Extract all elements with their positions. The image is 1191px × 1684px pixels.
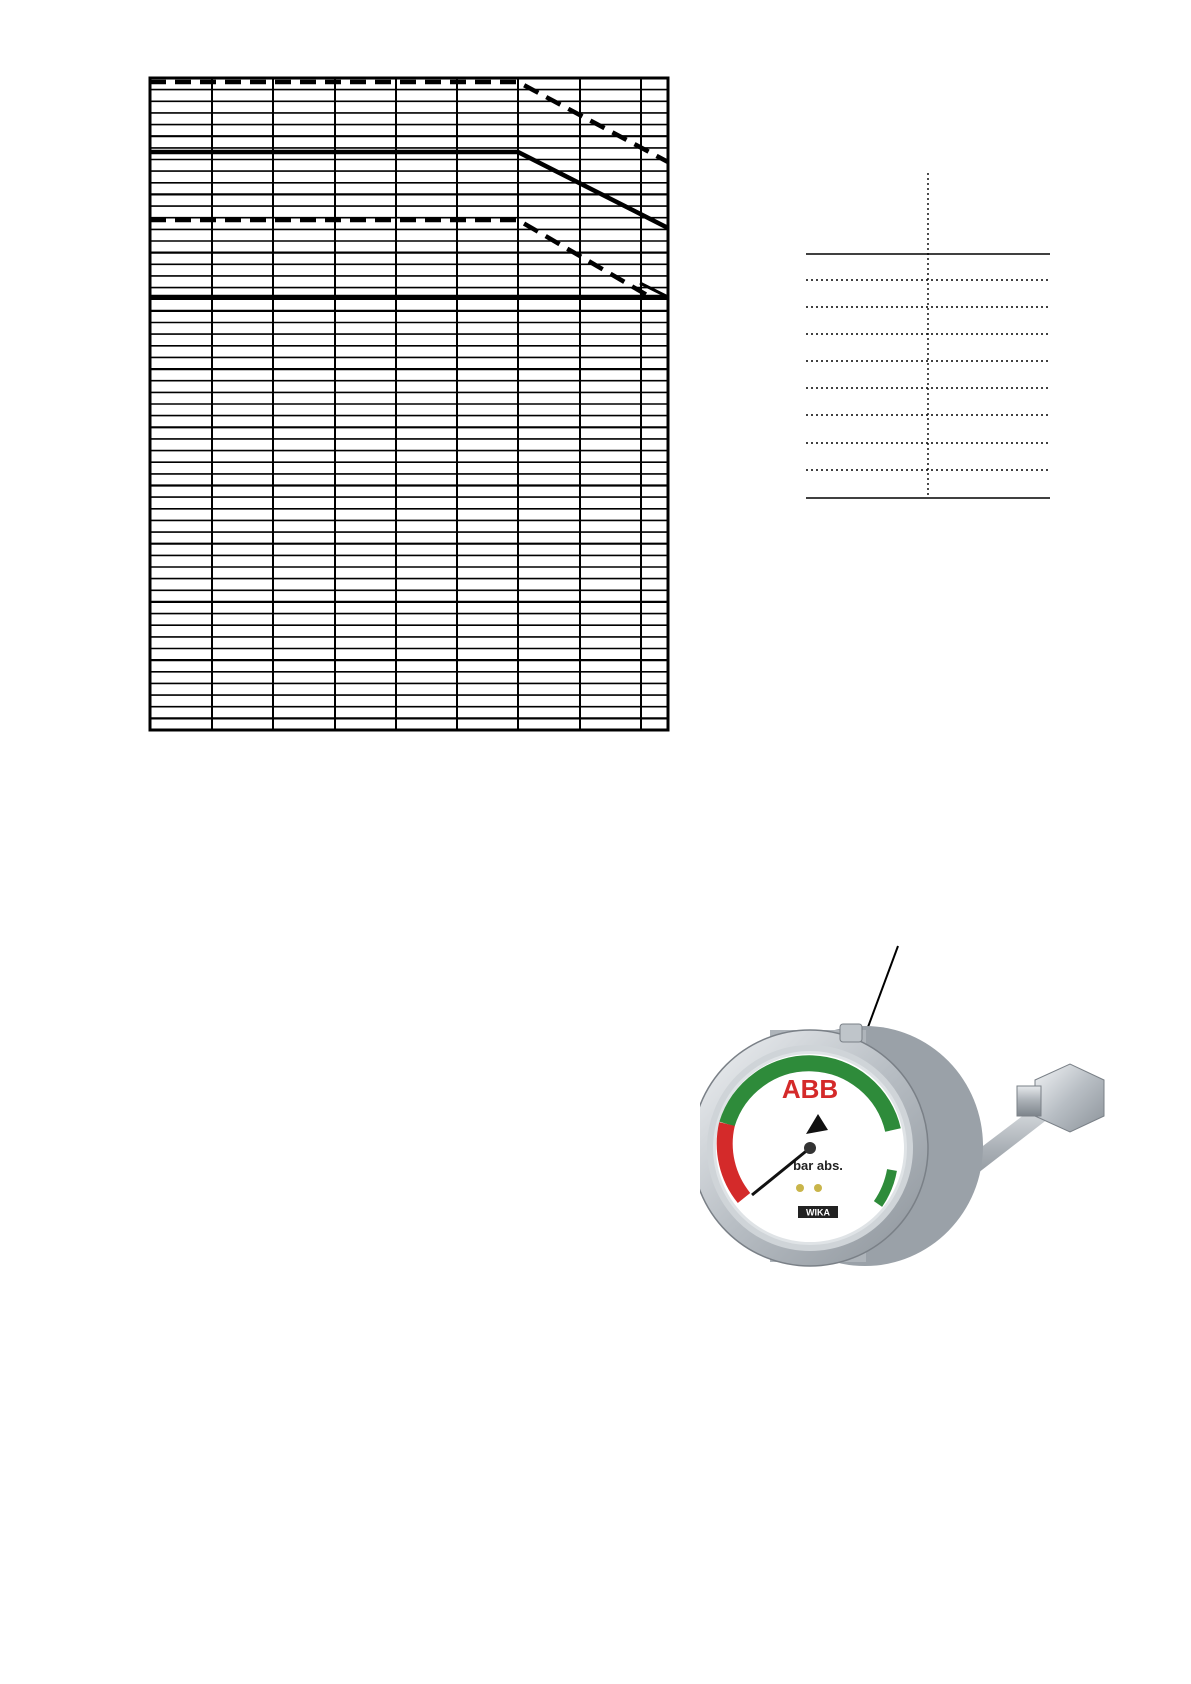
maker-label: WIKA — [806, 1207, 830, 1218]
brand-logo: ABB — [781, 1074, 839, 1104]
density-monitor-gauge-image — [700, 1020, 1140, 1280]
unit-label: bar abs. — [793, 1158, 843, 1173]
vent-plug — [840, 1024, 862, 1042]
